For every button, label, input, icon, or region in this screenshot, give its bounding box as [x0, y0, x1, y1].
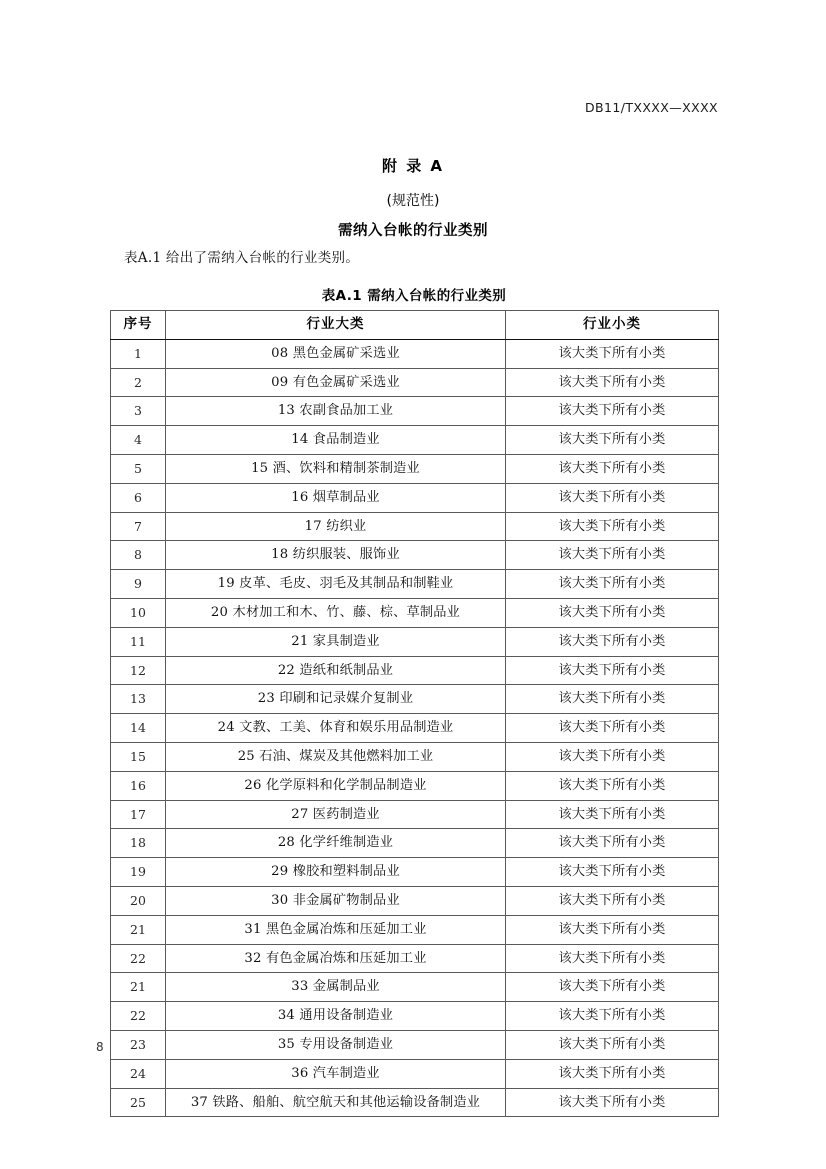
cell-major-class: 17 纺织业 [166, 512, 506, 541]
table-row [111, 397, 719, 426]
cell-major-class: 20 木材加工和木、竹、藤、棕、草制品业 [166, 598, 506, 627]
table-body [111, 339, 719, 1117]
cell-minor-class: 该大类下所有小类 [506, 944, 719, 973]
cell-major-class: 19 皮革、毛皮、羽毛及其制品和制鞋业 [166, 570, 506, 599]
cell-minor-class: 该大类下所有小类 [506, 598, 719, 627]
table-row [111, 973, 719, 1002]
cell-index: 7 [111, 512, 166, 541]
table-header [111, 311, 719, 340]
standard-code-header: DB11/TXXXX—XXXX [585, 100, 718, 115]
table-row [111, 570, 719, 599]
cell-minor-class: 该大类下所有小类 [506, 685, 719, 714]
cell-minor-class: 该大类下所有小类 [506, 858, 719, 887]
cell-major-class: 30 非金属矿物制品业 [166, 886, 506, 915]
annex-title: 需纳入台帐的行业类别 [338, 223, 488, 239]
cell-minor-class: 该大类下所有小类 [506, 800, 719, 829]
cell-major-class: 36 汽车制造业 [166, 1059, 506, 1088]
cell-index: 3 [111, 397, 166, 426]
cell-index: 2 [111, 368, 166, 397]
table-row [111, 1088, 719, 1117]
cell-minor-class: 该大类下所有小类 [506, 1002, 719, 1031]
cell-minor-class: 该大类下所有小类 [506, 771, 719, 800]
cell-major-class: 18 纺织服装、服饰业 [166, 541, 506, 570]
industry-table-container [110, 310, 718, 1117]
table-row [111, 339, 719, 368]
cell-major-class: 16 烟草制品业 [166, 483, 506, 512]
cell-index: 21 [111, 915, 166, 944]
cell-index: 10 [111, 598, 166, 627]
table-caption: 表A.1 需纳入台帐的行业类别 [321, 288, 507, 304]
table-row [111, 598, 719, 627]
table-row [111, 541, 719, 570]
table-row [111, 627, 719, 656]
table-row [111, 714, 719, 743]
cell-minor-class: 该大类下所有小类 [506, 1059, 719, 1088]
table-row [111, 829, 719, 858]
cell-index: 14 [111, 714, 166, 743]
cell-index: 22 [111, 944, 166, 973]
cell-minor-class: 该大类下所有小类 [506, 570, 719, 599]
cell-major-class: 21 家具制造业 [166, 627, 506, 656]
table-row [111, 426, 719, 455]
cell-minor-class: 该大类下所有小类 [506, 1088, 719, 1117]
cell-minor-class: 该大类下所有小类 [506, 512, 719, 541]
cell-index: 5 [111, 454, 166, 483]
cell-minor-class: 该大类下所有小类 [506, 973, 719, 1002]
cell-major-class: 15 酒、饮料和精制茶制造业 [166, 454, 506, 483]
cell-major-class: 23 印刷和记录媒介复制业 [166, 685, 506, 714]
cell-minor-class: 该大类下所有小类 [506, 915, 719, 944]
cell-major-class: 28 化学纤维制造业 [166, 829, 506, 858]
table-row [111, 915, 719, 944]
cell-index: 11 [111, 627, 166, 656]
cell-index: 23 [111, 1030, 166, 1059]
cell-minor-class: 该大类下所有小类 [506, 454, 719, 483]
cell-major-class: 29 橡胶和塑料制品业 [166, 858, 506, 887]
table-row [111, 771, 719, 800]
cell-major-class: 27 医药制造业 [166, 800, 506, 829]
cell-index: 18 [111, 829, 166, 858]
cell-major-class: 09 有色金属矿采选业 [166, 368, 506, 397]
annex-label: 附 录 A [381, 157, 445, 175]
cell-index: 17 [111, 800, 166, 829]
cell-minor-class: 该大类下所有小类 [506, 397, 719, 426]
cell-major-class: 22 造纸和纸制品业 [166, 656, 506, 685]
table-row [111, 685, 719, 714]
cell-minor-class: 该大类下所有小类 [506, 829, 719, 858]
table-row [111, 886, 719, 915]
column-header-major-class: 行业大类 [166, 311, 506, 340]
cell-major-class: 13 农副食品加工业 [166, 397, 506, 426]
cell-minor-class: 该大类下所有小类 [506, 714, 719, 743]
cell-index: 25 [111, 1088, 166, 1117]
cell-major-class: 24 文教、工美、体育和娱乐用品制造业 [166, 714, 506, 743]
cell-major-class: 37 铁路、船舶、航空航天和其他运输设备制造业 [166, 1088, 506, 1117]
table-row [111, 512, 719, 541]
cell-index: 16 [111, 771, 166, 800]
annex-normative-marker: (规范性) [386, 193, 440, 209]
cell-minor-class: 该大类下所有小类 [506, 886, 719, 915]
table-row [111, 944, 719, 973]
table-row [111, 368, 719, 397]
cell-index: 4 [111, 426, 166, 455]
cell-major-class: 26 化学原料和化学制品制造业 [166, 771, 506, 800]
cell-minor-class: 该大类下所有小类 [506, 1030, 719, 1059]
page-number: 8 [96, 1040, 104, 1054]
cell-minor-class: 该大类下所有小类 [506, 426, 719, 455]
cell-index: 12 [111, 656, 166, 685]
industry-table [110, 310, 719, 1117]
cell-minor-class: 该大类下所有小类 [506, 742, 719, 771]
cell-index: 24 [111, 1059, 166, 1088]
cell-index: 6 [111, 483, 166, 512]
column-header-index: 序号 [111, 311, 166, 340]
cell-index: 13 [111, 685, 166, 714]
cell-major-class: 14 食品制造业 [166, 426, 506, 455]
cell-major-class: 31 黑色金属冶炼和压延加工业 [166, 915, 506, 944]
cell-index: 19 [111, 858, 166, 887]
cell-index: 20 [111, 886, 166, 915]
cell-major-class: 25 石油、煤炭及其他燃料加工业 [166, 742, 506, 771]
cell-major-class: 34 通用设备制造业 [166, 1002, 506, 1031]
cell-minor-class: 该大类下所有小类 [506, 627, 719, 656]
table-row [111, 483, 719, 512]
table-row [111, 1030, 719, 1059]
cell-minor-class: 该大类下所有小类 [506, 483, 719, 512]
cell-index: 1 [111, 339, 166, 368]
column-header-minor-class: 行业小类 [506, 311, 719, 340]
cell-minor-class: 该大类下所有小类 [506, 541, 719, 570]
cell-index: 21 [111, 973, 166, 1002]
intro-paragraph: 表A.1 给出了需纳入台帐的行业类别。 [124, 250, 360, 266]
table-row [111, 454, 719, 483]
cell-minor-class: 该大类下所有小类 [506, 339, 719, 368]
cell-major-class: 32 有色金属冶炼和压延加工业 [166, 944, 506, 973]
table-header-row [111, 311, 719, 340]
table-row [111, 1059, 719, 1088]
cell-index: 15 [111, 742, 166, 771]
table-row [111, 742, 719, 771]
cell-index: 22 [111, 1002, 166, 1031]
table-row [111, 656, 719, 685]
cell-major-class: 33 金属制品业 [166, 973, 506, 1002]
table-row [111, 1002, 719, 1031]
cell-minor-class: 该大类下所有小类 [506, 656, 719, 685]
cell-minor-class: 该大类下所有小类 [506, 368, 719, 397]
cell-major-class: 08 黑色金属矿采选业 [166, 339, 506, 368]
cell-index: 8 [111, 541, 166, 570]
cell-major-class: 35 专用设备制造业 [166, 1030, 506, 1059]
table-row [111, 858, 719, 887]
cell-index: 9 [111, 570, 166, 599]
table-row [111, 800, 719, 829]
